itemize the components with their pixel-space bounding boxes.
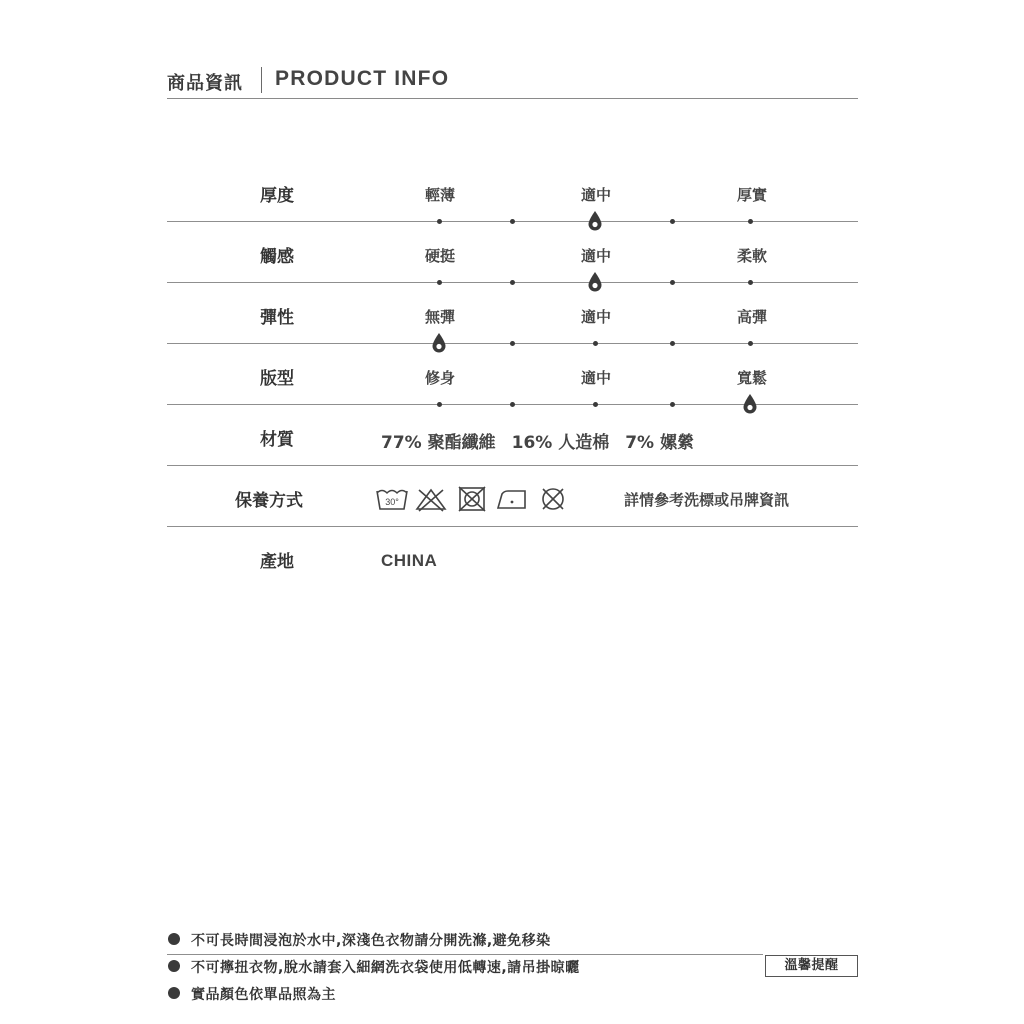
scale-dot — [510, 341, 515, 346]
scale-dot — [748, 280, 753, 285]
scale-dot — [437, 219, 442, 224]
iron-low-icon — [495, 485, 529, 513]
scale-dot — [510, 280, 515, 285]
no-tumble-dry-icon — [457, 485, 487, 513]
rating-option: 柔軟 — [736, 247, 767, 265]
scale-dot — [670, 402, 675, 407]
care-row — [167, 477, 858, 538]
scale-dot — [670, 341, 675, 346]
rating-row — [167, 294, 858, 355]
rating-row — [167, 172, 858, 233]
rating-marker-icon — [431, 332, 447, 354]
care-label: 保養方式 — [235, 491, 303, 511]
scale-dot — [437, 402, 442, 407]
material-item: 7% 嫘縈 — [625, 433, 694, 453]
rating-option: 高彈 — [736, 308, 767, 326]
rating-option: 硬挺 — [424, 247, 455, 265]
bullet-icon — [168, 960, 180, 972]
notes-divider — [167, 954, 763, 955]
rating-marker-icon — [742, 393, 758, 415]
scale-dot — [670, 219, 675, 224]
svg-text:30°: 30° — [385, 497, 399, 507]
row-divider — [167, 465, 858, 466]
header-divider — [261, 67, 262, 93]
care-icons — [375, 485, 571, 515]
row-divider — [167, 526, 858, 527]
rating-label: 彈性 — [260, 308, 294, 328]
origin-value: CHINA — [381, 551, 438, 570]
rating-marker-icon — [587, 210, 603, 232]
wash-30-icon — [375, 485, 409, 513]
rating-option: 厚實 — [736, 186, 767, 204]
rating-marker-icon — [587, 271, 603, 293]
rating-option: 適中 — [580, 369, 611, 387]
product-info-header — [167, 66, 858, 99]
rating-option: 修身 — [424, 369, 455, 387]
bullet-icon — [168, 987, 180, 999]
material-item: 16% 人造棉 — [511, 433, 610, 453]
scale-dot — [748, 219, 753, 224]
scale-dot — [510, 219, 515, 224]
scale-dot — [593, 341, 598, 346]
rating-row — [167, 355, 858, 416]
scale-dot — [670, 280, 675, 285]
no-dry-clean-icon — [538, 485, 568, 513]
rating-option: 適中 — [580, 247, 611, 265]
rating-option: 寬鬆 — [736, 369, 767, 387]
rating-option: 輕薄 — [424, 186, 455, 204]
header-title-en: PRODUCT INFO — [275, 67, 450, 90]
material-label: 材質 — [260, 430, 294, 450]
scale-dot — [510, 402, 515, 407]
rating-option: 無彈 — [424, 308, 455, 326]
origin-label: 產地 — [260, 552, 294, 572]
origin-row — [167, 538, 858, 599]
rating-label: 觸感 — [260, 247, 294, 267]
care-note: 詳情參考洗標或吊牌資訊 — [624, 491, 790, 509]
rating-row — [167, 233, 858, 294]
rating-label: 版型 — [260, 369, 294, 389]
scale-dot — [437, 280, 442, 285]
scale-dot — [593, 402, 598, 407]
rating-option: 適中 — [580, 308, 611, 326]
header-title-zh: 商品資訊 — [167, 73, 243, 94]
material-composition — [381, 428, 710, 453]
no-bleach-icon — [415, 485, 447, 513]
rating-label: 厚度 — [260, 186, 294, 206]
scale-dot — [748, 341, 753, 346]
material-row — [167, 416, 858, 477]
bullet-icon — [168, 933, 180, 945]
reminder-badge: 溫馨提醒 — [765, 955, 858, 977]
rating-option: 適中 — [580, 186, 611, 204]
material-item: 77% 聚酯纖維 — [381, 433, 496, 453]
